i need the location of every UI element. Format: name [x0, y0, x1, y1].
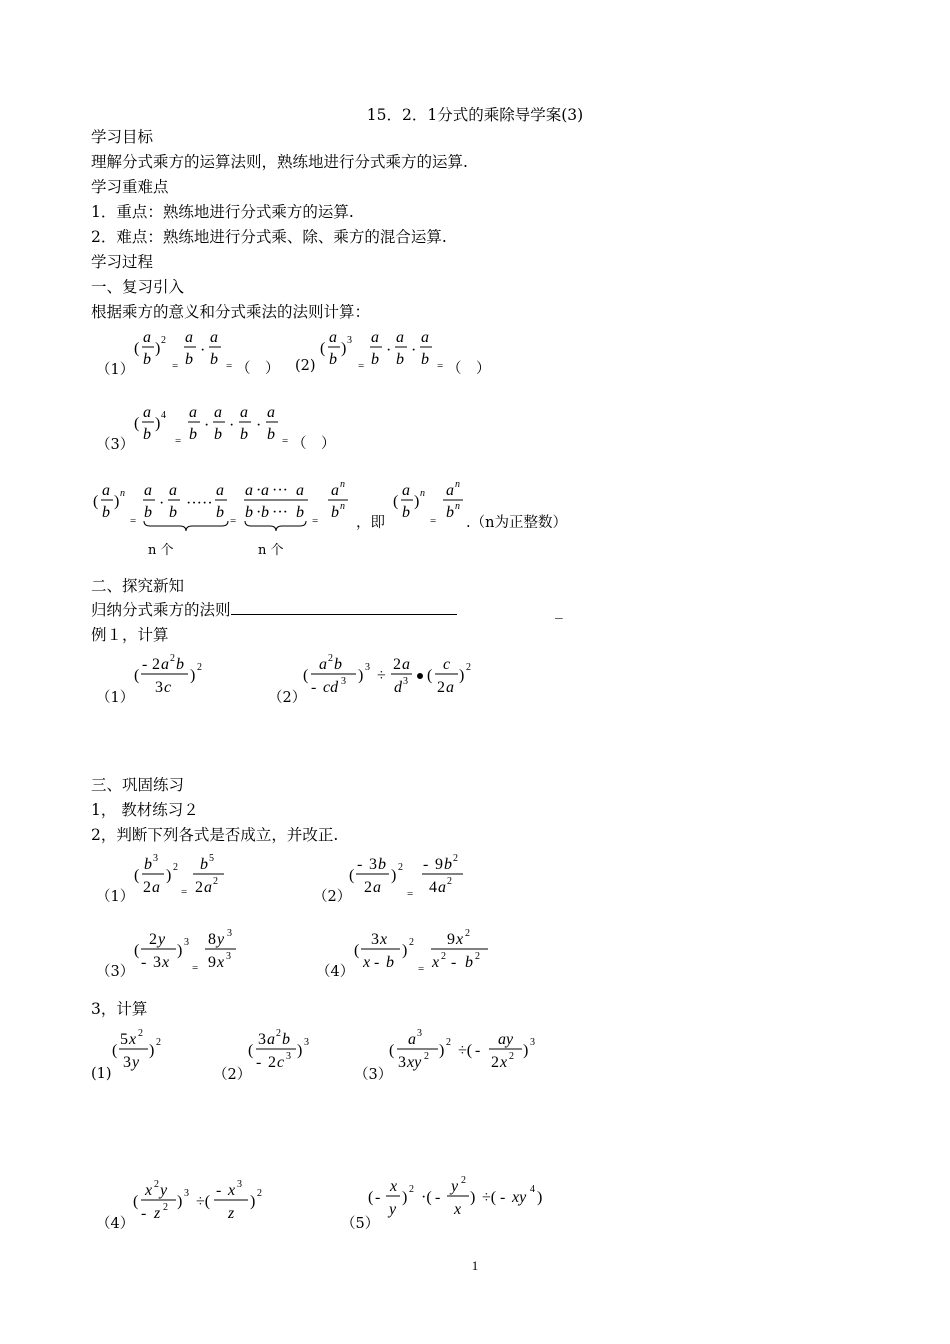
svg-text:): ) [470, 1189, 476, 1206]
svg-text:2: 2 [213, 876, 218, 887]
svg-text:a: a [402, 482, 410, 499]
svg-text:(: ( [320, 340, 326, 357]
svg-text:3: 3 [286, 1051, 291, 1062]
svg-text:2: 2 [437, 679, 445, 696]
svg-text:xy: xy [407, 1054, 422, 1071]
calc-formula-4 [130, 1176, 280, 1231]
n-count-label-2: n 个 [258, 543, 284, 558]
svg-text:y: y [132, 1054, 140, 1071]
svg-text:n: n [420, 488, 425, 499]
explore-heading: 二、探究新知 [91, 577, 185, 595]
svg-text:b: b [169, 504, 177, 521]
review-blank-3: （ ） [292, 436, 336, 452]
svg-text:b: b [296, 504, 304, 521]
svg-text:x: x [162, 954, 170, 971]
goal-heading: 学习目标 [91, 128, 154, 146]
svg-text:-: - [311, 679, 317, 696]
svg-text:b: b [143, 426, 151, 443]
svg-text:b: b [144, 856, 152, 873]
review-formula-3 [130, 400, 300, 455]
svg-text:2: 2 [453, 853, 458, 864]
svg-text:(: ( [134, 415, 140, 432]
svg-text:·····: ····· [186, 495, 213, 512]
svg-text:-: - [216, 1182, 222, 1199]
svg-text:(: ( [427, 667, 433, 684]
svg-text:(: ( [368, 1189, 374, 1206]
key-point-1: 1．重点：熟练地进行分式乘方的运算. [91, 203, 354, 221]
svg-text:-: - [374, 954, 380, 971]
svg-text:2: 2 [409, 937, 414, 948]
svg-text:2: 2 [475, 951, 480, 962]
calc-label-3: （3） [354, 1067, 393, 1083]
svg-text:a: a [216, 482, 224, 499]
svg-text:(: ( [93, 493, 99, 510]
svg-text:b: b [210, 351, 218, 368]
svg-text:=: = [437, 360, 444, 372]
svg-text:2: 2 [195, 879, 203, 896]
svg-text:cd: cd [323, 679, 339, 696]
svg-text:-: - [451, 954, 457, 971]
svg-text:z: z [154, 1205, 161, 1222]
calc-formula-2 [246, 1025, 326, 1080]
svg-text:ay: ay [498, 1031, 514, 1048]
svg-text:b: b [396, 351, 404, 368]
practice-item-2: 2，判断下列各式是否成立，并改正. [91, 826, 339, 844]
judge-label-4: （4） [316, 964, 355, 980]
svg-text:a: a [331, 482, 339, 499]
svg-text:(: ( [349, 867, 355, 884]
calc-label-1: (1) [91, 1066, 112, 1082]
svg-text:d: d [394, 679, 402, 696]
svg-text:b: b [245, 504, 253, 521]
svg-text:÷(: ÷( [458, 1042, 473, 1059]
svg-text:): ) [341, 340, 347, 357]
svg-text:c: c [277, 1054, 285, 1071]
svg-text:): ) [155, 340, 161, 357]
svg-text:n: n [340, 501, 345, 512]
svg-text:-: - [256, 1054, 262, 1071]
svg-text:x: x [129, 1031, 137, 1048]
svg-text:(: ( [248, 1042, 254, 1059]
process-heading: 学习过程 [91, 253, 154, 271]
svg-text:=: = [282, 435, 289, 447]
svg-text:=: = [192, 962, 199, 974]
svg-text:3: 3 [371, 931, 379, 948]
svg-text:4: 4 [161, 410, 166, 421]
svg-text:-: - [142, 656, 148, 673]
svg-text:÷(: ÷( [196, 1193, 211, 1210]
svg-text:a: a [189, 404, 197, 421]
svg-text:a: a [438, 879, 446, 896]
svg-text:): ) [391, 867, 397, 884]
svg-text:(: ( [133, 1193, 139, 1210]
review-blank-1: （ ） [236, 361, 280, 377]
svg-text:2: 2 [154, 1179, 159, 1190]
svg-text:b: b [267, 426, 275, 443]
svg-text:(: ( [393, 493, 399, 510]
calc-label-5: （5） [341, 1216, 380, 1232]
svg-text:(: ( [354, 942, 360, 959]
svg-text:2: 2 [447, 876, 452, 887]
svg-text:=: = [226, 360, 233, 372]
svg-text:2: 2 [393, 656, 401, 673]
svg-text:·: · [204, 417, 210, 434]
svg-text:): ) [459, 667, 465, 684]
svg-text:b: b [386, 954, 394, 971]
svg-text:(: ( [134, 667, 140, 684]
svg-text:2: 2 [143, 879, 151, 896]
svg-text:=: = [418, 963, 425, 975]
svg-text:3: 3 [530, 1037, 535, 1048]
svg-text:2: 2 [257, 1188, 262, 1199]
svg-text:x: x [454, 1201, 462, 1218]
svg-text:y: y [160, 1182, 168, 1199]
svg-text:c: c [443, 656, 451, 673]
svg-text:a: a [319, 656, 327, 673]
svg-text:a: a [169, 482, 177, 499]
svg-text:·: · [411, 342, 417, 359]
svg-text:-: - [500, 1189, 506, 1206]
svg-text:b: b [421, 351, 429, 368]
svg-text:a: a [267, 404, 275, 421]
svg-text:a: a [396, 329, 404, 346]
svg-text:b: b [446, 504, 454, 521]
answer-blank[interactable] [231, 600, 457, 615]
svg-text:·(: ·( [421, 1189, 432, 1206]
svg-text:b: b [143, 351, 151, 368]
svg-text:2: 2 [149, 931, 157, 948]
svg-text:3: 3 [341, 676, 346, 687]
svg-text:-: - [435, 1189, 441, 1206]
svg-text:a: a [373, 879, 381, 896]
calc-formula-1 [110, 1025, 180, 1080]
svg-text:b: b [371, 351, 379, 368]
svg-text:y: y [389, 1201, 397, 1218]
power-rule-result [390, 478, 470, 533]
judge-label-2: （2） [313, 889, 352, 905]
svg-text:3: 3 [347, 335, 352, 346]
svg-text:3: 3 [258, 1031, 266, 1048]
judge-formula-3 [130, 925, 250, 980]
svg-text:2: 2 [173, 862, 178, 873]
svg-text:···: ··· [272, 482, 288, 499]
svg-text:): ) [414, 493, 420, 510]
svg-text:(: ( [303, 667, 309, 684]
svg-text:b: b [102, 504, 110, 521]
review-label-1: （1） [96, 362, 135, 378]
svg-text:x: x [390, 1178, 398, 1195]
svg-text:): ) [358, 667, 364, 684]
svg-text:x: x [432, 954, 440, 971]
svg-text:a: a [408, 1031, 416, 1048]
svg-text:): ) [177, 1193, 183, 1210]
svg-text:a: a [267, 1031, 275, 1048]
page-title: 15．2．1分式的乘除导学案(3) [366, 106, 584, 124]
svg-text:): ) [402, 1189, 408, 1206]
svg-text:2: 2 [161, 335, 166, 346]
svg-text:4: 4 [429, 879, 437, 896]
svg-text:3: 3 [403, 676, 408, 687]
svg-text:=: = [407, 888, 414, 900]
svg-text:a: a [446, 679, 454, 696]
example-formula-1 [130, 650, 230, 705]
svg-text:-: - [141, 954, 147, 971]
svg-text:): ) [402, 942, 408, 959]
calc-formula-5 [365, 1172, 565, 1227]
svg-text:2: 2 [197, 662, 202, 673]
svg-text:2: 2 [398, 862, 403, 873]
svg-text:b: b [200, 856, 208, 873]
svg-text:5: 5 [120, 1031, 128, 1048]
svg-text:3: 3 [398, 1054, 406, 1071]
svg-text:z: z [228, 1205, 235, 1222]
svg-text:(: ( [134, 942, 140, 959]
svg-text:b: b [402, 504, 410, 521]
svg-text:a: a [240, 404, 248, 421]
svg-text:): ) [155, 415, 161, 432]
svg-text:(: ( [134, 867, 140, 884]
judge-label-3: （3） [96, 964, 135, 980]
svg-text:n: n [455, 501, 460, 512]
svg-text:=: = [312, 515, 319, 527]
svg-text:3: 3 [227, 928, 232, 939]
svg-text:2: 2 [138, 1028, 143, 1039]
practice-heading: 三、巩固练习 [91, 776, 185, 794]
svg-text:): ) [297, 1042, 303, 1059]
svg-text:8: 8 [208, 931, 216, 948]
explore-text: 归纳分式乘方的法则 [91, 601, 231, 619]
svg-text:b: b [176, 656, 184, 673]
calc-label-2: （2） [213, 1067, 252, 1083]
review-label-3: （3） [96, 437, 135, 453]
svg-text:2: 2 [170, 653, 175, 664]
svg-text:3: 3 [184, 937, 189, 948]
svg-text:a: a [296, 482, 304, 499]
explore-text-line [91, 600, 457, 620]
svg-text:b: b [214, 426, 222, 443]
review-heading: 一、复习引入 [91, 278, 185, 296]
svg-text:b: b [444, 856, 452, 873]
svg-text:2: 2 [424, 1051, 429, 1062]
ji-text: ，即 [356, 515, 385, 531]
svg-text:=: = [130, 515, 137, 527]
n-note: .（n为正整数） [466, 515, 567, 531]
svg-text:b: b [282, 1031, 290, 1048]
practice-item-3: 3，计算 [91, 1000, 148, 1018]
svg-text:b: b [331, 504, 339, 521]
svg-text:·: · [256, 504, 262, 521]
svg-text:b: b [144, 504, 152, 521]
svg-text:(: ( [389, 1042, 395, 1059]
svg-text:3: 3 [155, 679, 163, 696]
svg-text:=: = [358, 360, 365, 372]
svg-text:n: n [340, 479, 345, 490]
svg-text:a: a [102, 482, 110, 499]
svg-text:b: b [465, 954, 473, 971]
svg-text:=: = [430, 515, 437, 527]
svg-text:3: 3 [369, 856, 377, 873]
svg-text:3: 3 [417, 1028, 422, 1039]
svg-text:a: a [371, 329, 379, 346]
example-label-2: （2） [268, 690, 307, 706]
svg-text:a: a [143, 329, 151, 346]
svg-text:a: a [245, 482, 253, 499]
svg-text:a: a [446, 482, 454, 499]
svg-text:a: a [210, 329, 218, 346]
svg-text:n: n [455, 479, 460, 490]
svg-text:x: x [456, 931, 464, 948]
svg-text:=: = [172, 360, 179, 372]
svg-text:): ) [190, 667, 196, 684]
svg-text:a: a [261, 482, 269, 499]
svg-text:x: x [363, 954, 371, 971]
goal-text: 理解分式乘方的运算法则，熟练地进行分式乘方的运算. [91, 153, 468, 171]
svg-text:3: 3 [304, 1037, 309, 1048]
practice-item-1: 1， 教材练习２ [91, 801, 199, 819]
svg-text:xy: xy [512, 1189, 527, 1206]
svg-text:=: = [175, 435, 182, 447]
svg-text:÷: ÷ [377, 667, 386, 684]
svg-text:=: = [230, 515, 237, 527]
svg-text:a: a [204, 879, 212, 896]
svg-text:x: x [500, 1054, 508, 1071]
svg-text:): ) [250, 1193, 256, 1210]
svg-text:2: 2 [509, 1051, 514, 1062]
svg-text:···: ··· [272, 504, 288, 521]
svg-text:9: 9 [208, 954, 216, 971]
svg-text:a: a [152, 879, 160, 896]
svg-text:2: 2 [409, 1184, 414, 1195]
svg-text:4: 4 [530, 1184, 535, 1195]
svg-text:a: a [161, 656, 169, 673]
svg-text:3: 3 [226, 951, 231, 962]
review-label-2: (2) [295, 358, 316, 374]
svg-text:2: 2 [328, 653, 333, 664]
svg-text:·: · [256, 417, 262, 434]
svg-text:·: · [386, 342, 392, 359]
svg-text:a: a [144, 482, 152, 499]
svg-text:c: c [164, 679, 172, 696]
svg-text:3: 3 [184, 1188, 189, 1199]
svg-text:b: b [216, 504, 224, 521]
calc-formula-3 [386, 1025, 556, 1080]
svg-text:2: 2 [163, 1202, 168, 1213]
svg-text:): ) [537, 1189, 543, 1206]
svg-text:b: b [261, 504, 269, 521]
example-formula-2 [300, 650, 490, 705]
svg-text:a: a [143, 404, 151, 421]
svg-text:2: 2 [152, 656, 160, 673]
key-point-2: 2．难点：熟练地进行分式乘、除、乘方的混合运算. [91, 228, 447, 246]
svg-text:b: b [185, 351, 193, 368]
svg-text:b: b [189, 426, 197, 443]
svg-text:): ) [114, 493, 120, 510]
svg-text:a: a [421, 329, 429, 346]
judge-formula-2 [345, 850, 475, 905]
svg-text:·: · [229, 417, 235, 434]
svg-text:): ) [177, 942, 183, 959]
svg-text:): ) [523, 1042, 529, 1059]
svg-text:-: - [475, 1042, 481, 1059]
svg-text:2: 2 [268, 1054, 276, 1071]
svg-text:): ) [166, 867, 172, 884]
svg-text:): ) [439, 1042, 445, 1059]
svg-text:9: 9 [435, 856, 443, 873]
svg-text:2: 2 [364, 879, 372, 896]
svg-text:2: 2 [276, 1028, 281, 1039]
review-text: 根据乘方的意义和分式乘法的法则计算： [91, 303, 371, 321]
svg-text:a: a [214, 404, 222, 421]
svg-text:a: a [402, 656, 410, 673]
review-blank-2: （ ） [447, 361, 491, 377]
svg-text:a: a [185, 329, 193, 346]
svg-text:(: ( [112, 1042, 118, 1059]
svg-text:b: b [378, 856, 386, 873]
svg-text:y: y [451, 1178, 459, 1195]
svg-text:): ) [149, 1042, 155, 1059]
svg-text:x: x [145, 1182, 153, 1199]
svg-text:b: b [240, 426, 248, 443]
svg-text:y: y [158, 931, 166, 948]
svg-text:·: · [256, 482, 262, 499]
svg-text:3: 3 [123, 1054, 131, 1071]
svg-text:2: 2 [466, 662, 471, 673]
svg-text:x: x [380, 931, 388, 948]
svg-text:·: · [200, 342, 206, 359]
svg-text:n: n [120, 488, 125, 499]
svg-text:2: 2 [446, 1037, 451, 1048]
svg-text:9: 9 [447, 931, 455, 948]
key-heading: 学习重难点 [91, 178, 169, 196]
svg-text:y: y [217, 931, 225, 948]
svg-text:÷(: ÷( [482, 1189, 497, 1206]
judge-formula-1 [130, 850, 240, 905]
svg-text:(: ( [134, 340, 140, 357]
svg-text:5: 5 [209, 853, 214, 864]
svg-text:=: = [181, 886, 188, 898]
page-number: 1 [471, 1258, 479, 1273]
svg-text:-: - [375, 1189, 381, 1206]
svg-text:·: · [159, 495, 165, 512]
svg-text:2: 2 [461, 1175, 466, 1186]
svg-text:2: 2 [441, 951, 446, 962]
svg-text:a: a [329, 329, 337, 346]
judge-formula-4 [350, 925, 500, 980]
example-label-1: （1） [96, 690, 135, 706]
svg-text:3: 3 [153, 954, 161, 971]
n-count-label-1: n 个 [148, 543, 174, 558]
svg-text:x: x [228, 1182, 236, 1199]
svg-text:b: b [334, 656, 342, 673]
explore-tail: _ [555, 601, 563, 619]
svg-text:-: - [423, 856, 429, 873]
svg-text:2: 2 [491, 1054, 499, 1071]
svg-text:3: 3 [365, 662, 370, 673]
svg-text:3: 3 [237, 1179, 242, 1190]
svg-text:b: b [329, 351, 337, 368]
judge-label-1: （1） [96, 889, 135, 905]
svg-text:x: x [217, 954, 225, 971]
svg-text:-: - [357, 856, 363, 873]
svg-text:3: 3 [153, 853, 158, 864]
calc-label-4: （4） [96, 1216, 135, 1232]
svg-text:-: - [141, 1205, 147, 1222]
svg-text:2: 2 [156, 1037, 161, 1048]
example-heading: 例１，计算 [91, 626, 169, 644]
svg-text:2: 2 [465, 928, 470, 939]
